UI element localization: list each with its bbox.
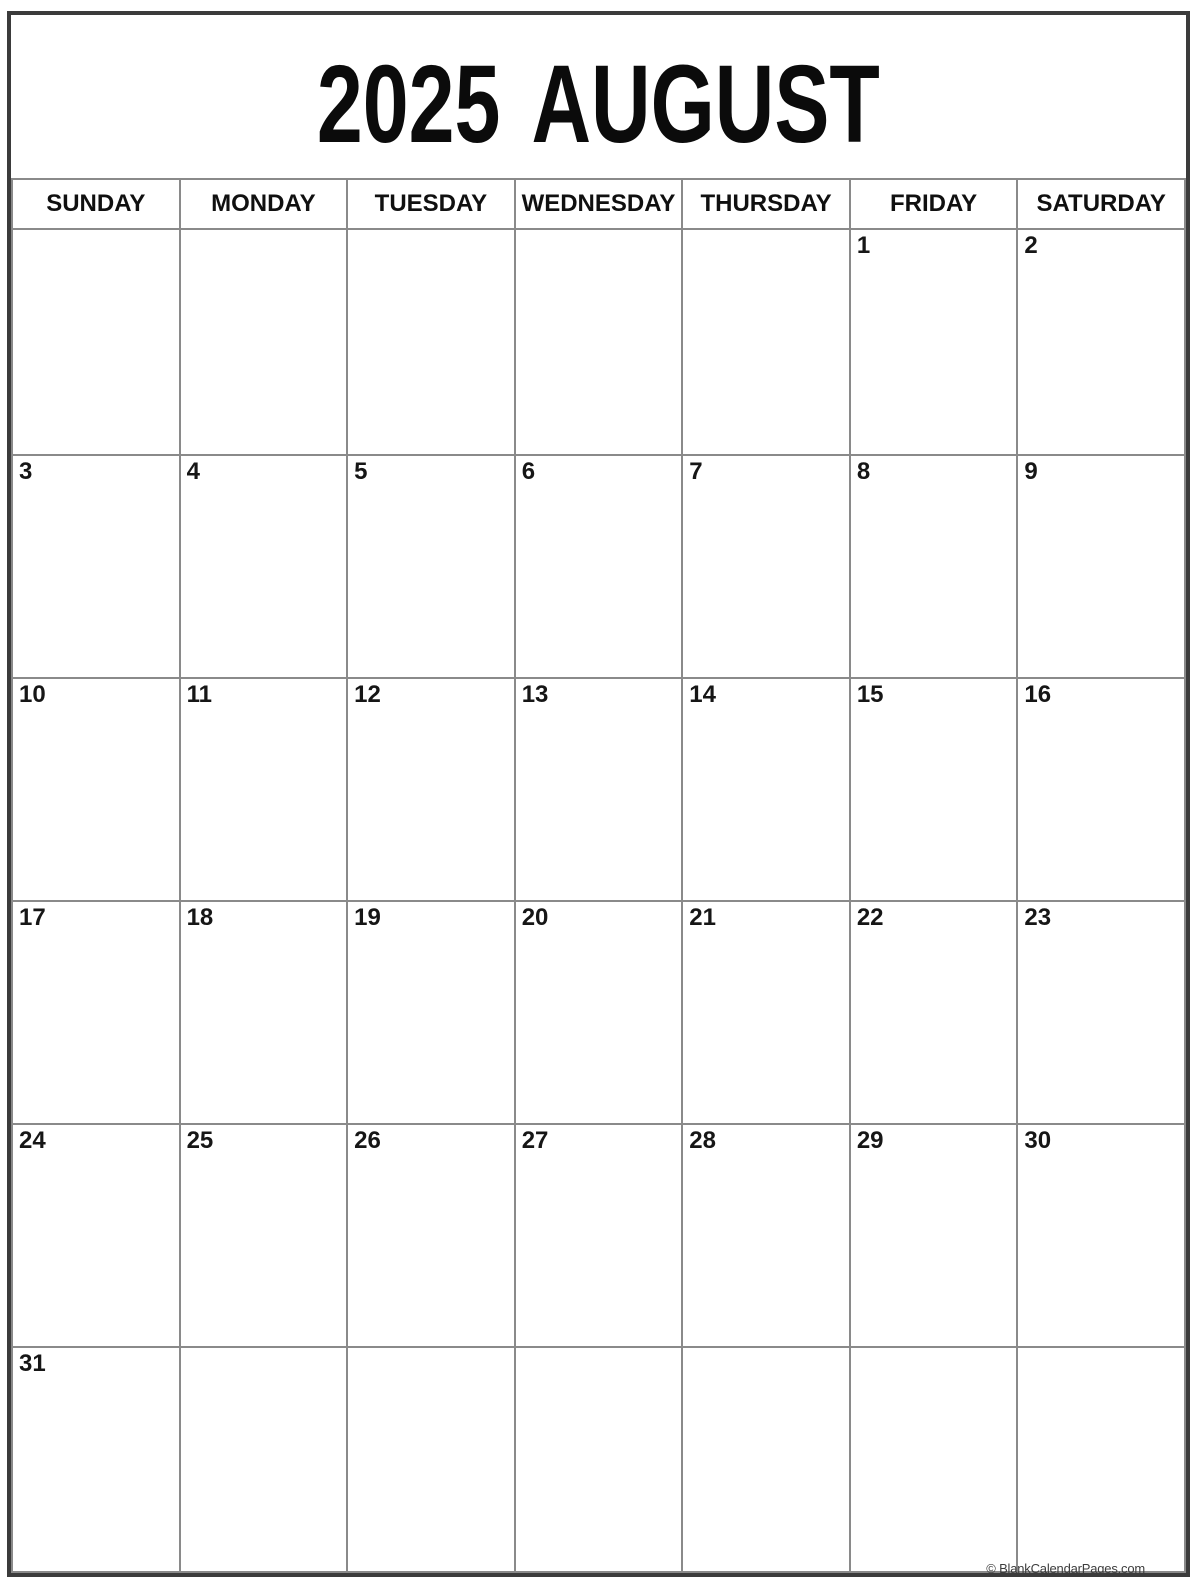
day-cell	[515, 229, 683, 455]
day-number: 20	[521, 904, 549, 931]
day-number: 16	[1024, 681, 1052, 708]
day-cell	[515, 1124, 683, 1347]
day-cell	[682, 1347, 850, 1572]
day-cell	[850, 229, 1018, 455]
week-row	[12, 1124, 1185, 1347]
day-cell	[180, 1347, 348, 1572]
day-cell	[180, 229, 348, 455]
day-cell	[515, 901, 683, 1124]
day-cell	[12, 901, 180, 1124]
day-number: 10	[19, 681, 46, 708]
page-title: 2025 AUGUST	[317, 42, 880, 166]
day-number: 12	[354, 681, 381, 708]
day-number: 22	[856, 904, 884, 931]
day-cell	[180, 678, 348, 901]
day-number: 24	[19, 1127, 46, 1154]
day-cell	[682, 1124, 850, 1347]
copyright-text: © BlankCalendarPages.com	[986, 1561, 1145, 1576]
day-cell	[1017, 901, 1185, 1124]
day-cell	[12, 1347, 180, 1572]
day-number: 1	[856, 232, 871, 259]
day-cell	[347, 229, 515, 455]
day-number: 8	[856, 458, 871, 485]
day-cell	[12, 678, 180, 901]
weekday-header-saturday: SATURDAY	[1017, 179, 1185, 229]
day-cell	[12, 229, 180, 455]
day-cell	[347, 901, 515, 1124]
day-number: 28	[689, 1127, 716, 1154]
day-number: 26	[354, 1127, 381, 1154]
week-row	[12, 1347, 1185, 1572]
day-number: 19	[354, 904, 381, 931]
day-number: 21	[689, 904, 716, 931]
day-number: 4	[186, 458, 200, 485]
day-number: 27	[521, 1127, 549, 1154]
week-row	[12, 678, 1185, 901]
day-cell	[1017, 455, 1185, 678]
day-cell	[850, 1124, 1018, 1347]
weekday-header-wednesday: WEDNESDAY	[515, 179, 683, 229]
day-cell	[850, 1347, 1018, 1572]
calendar-table	[11, 178, 1186, 1573]
day-cell	[180, 455, 348, 678]
day-cell	[850, 455, 1018, 678]
day-number: 7	[689, 458, 703, 485]
day-cell	[682, 678, 850, 901]
calendar-frame	[7, 11, 1190, 1577]
day-number: 9	[1024, 458, 1038, 485]
day-cell	[347, 678, 515, 901]
week-row	[12, 455, 1185, 678]
day-cell	[347, 1347, 515, 1572]
weekday-header-thursday: THURSDAY	[682, 179, 850, 229]
day-cell	[1017, 229, 1185, 455]
week-row	[12, 229, 1185, 455]
day-cell	[682, 901, 850, 1124]
day-number: 25	[186, 1127, 214, 1154]
day-cell	[682, 455, 850, 678]
day-cell	[515, 455, 683, 678]
day-number: 5	[354, 458, 368, 485]
day-cell	[850, 901, 1018, 1124]
day-cell	[180, 1124, 348, 1347]
day-number: 14	[689, 681, 716, 708]
day-number: 18	[186, 904, 214, 931]
day-cell	[12, 455, 180, 678]
day-cell	[347, 1124, 515, 1347]
day-number: 29	[856, 1127, 884, 1154]
day-cell	[1017, 1347, 1185, 1572]
day-cell	[850, 678, 1018, 901]
day-number: 6	[521, 458, 536, 485]
weekday-header-sunday: SUNDAY	[12, 179, 180, 229]
week-row	[12, 901, 1185, 1124]
day-number: 31	[19, 1350, 46, 1377]
day-number: 30	[1024, 1127, 1052, 1154]
day-cell	[1017, 678, 1185, 901]
day-cell	[347, 455, 515, 678]
day-cell	[180, 901, 348, 1124]
day-number: 15	[856, 681, 884, 708]
day-cell	[515, 1347, 683, 1572]
day-number: 11	[186, 681, 212, 708]
day-cell	[1017, 1124, 1185, 1347]
day-number: 23	[1024, 904, 1052, 931]
weekday-header-tuesday: TUESDAY	[347, 179, 515, 229]
day-number: 17	[19, 904, 46, 931]
day-number: 13	[521, 681, 549, 708]
day-cell	[515, 678, 683, 901]
day-number: 2	[1024, 232, 1038, 259]
day-cell	[12, 1124, 180, 1347]
weekday-header-friday: FRIDAY	[850, 179, 1018, 229]
day-cell	[682, 229, 850, 455]
day-number: 3	[19, 458, 33, 485]
weekday-header-monday: MONDAY	[180, 179, 348, 229]
title-area	[11, 15, 1186, 178]
weekday-header-row	[12, 179, 1185, 229]
